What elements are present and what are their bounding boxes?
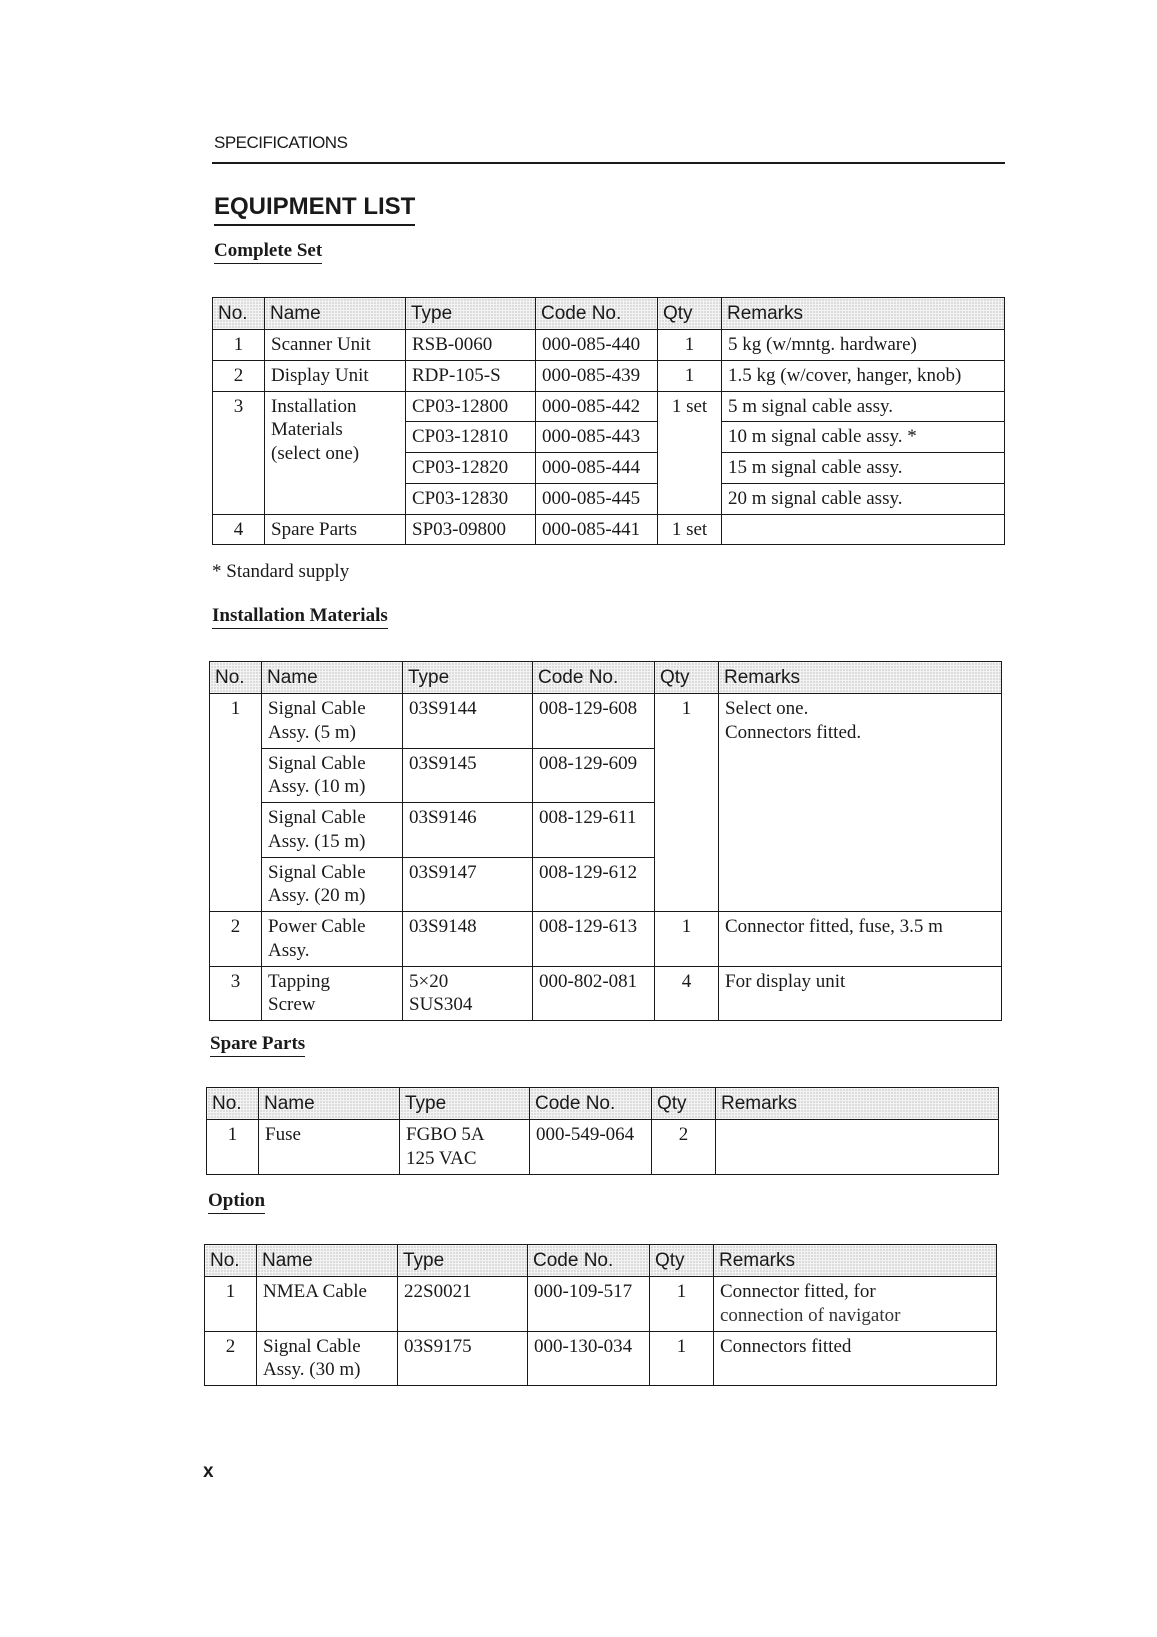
cell-name: Fuse [259, 1120, 400, 1175]
col-header-remarks: Remarks [722, 298, 1005, 330]
cell-code: 000-085-445 [536, 483, 658, 514]
cell-name [257, 1331, 398, 1386]
cell-type: RSB-0060 [406, 330, 536, 361]
cell-no: 1 [205, 1277, 257, 1332]
table-row [213, 391, 1005, 422]
name-line: Signal Cable [268, 698, 366, 719]
table-row [205, 1331, 997, 1386]
remarks-line: connection of navigator [720, 1304, 901, 1326]
col-header-no: No. [205, 1245, 257, 1277]
name-line: Signal Cable [263, 1335, 361, 1357]
cell-code: 000-085-439 [536, 360, 658, 391]
cell-type: 22S0021 [398, 1277, 528, 1332]
cell-type [403, 966, 533, 1021]
cell-remarks: For display unit [719, 966, 1002, 1021]
col-header-code: Code No. [533, 662, 655, 694]
cell-name [262, 857, 403, 912]
cell-remarks: 1.5 kg (w/cover, hanger, knob) [722, 360, 1005, 391]
cell-remarks [719, 694, 1002, 912]
cell-qty: 1 [658, 330, 722, 361]
cell-code: 000-085-440 [536, 330, 658, 361]
cell-remarks [722, 514, 1005, 545]
table-row [205, 1277, 997, 1332]
cell-qty: 1 set [658, 391, 722, 514]
name-line: Signal Cable [268, 752, 366, 774]
cell-no: 2 [210, 912, 262, 967]
type-line: SUS304 [409, 994, 473, 1016]
cell-remarks [714, 1277, 997, 1332]
cell-code: 000-085-441 [536, 514, 658, 545]
col-header-code: Code No. [536, 298, 658, 330]
cell-type: CP03-12830 [406, 483, 536, 514]
type-line: 125 VAC [406, 1147, 477, 1169]
name-line: Screw [268, 994, 316, 1016]
cell-name: NMEA Cable [257, 1277, 398, 1332]
cell-qty: 1 [655, 912, 719, 967]
cell-remarks: 5 kg (w/mntg. hardware) [722, 330, 1005, 361]
section-title-option: Option [208, 1190, 265, 1214]
cell-name [265, 391, 406, 514]
col-header-name: Name [257, 1245, 398, 1277]
col-header-no: No. [210, 662, 262, 694]
name-line: Assy. [268, 939, 310, 961]
cell-type: 03S9147 [403, 857, 533, 912]
name-line: Assy. (20 m) [268, 885, 366, 907]
cell-type: 03S9148 [403, 912, 533, 967]
name-line: Assy. (5 m) [268, 721, 356, 743]
cell-name [262, 803, 403, 858]
col-header-type: Type [398, 1245, 528, 1277]
cell-code: 008-129-609 [533, 748, 655, 803]
cell-type: SP03-09800 [406, 514, 536, 545]
cell-code: 008-129-612 [533, 857, 655, 912]
section-title-complete-set: Complete Set [214, 240, 322, 264]
cell-type: CP03-12800 [406, 391, 536, 422]
col-header-no: No. [213, 298, 265, 330]
cell-name [262, 748, 403, 803]
col-header-name: Name [265, 298, 406, 330]
section-title-spare-parts: Spare Parts [210, 1033, 305, 1057]
table-row [207, 1120, 999, 1175]
cell-type [400, 1120, 530, 1175]
page-number: x [203, 1461, 214, 1482]
col-header-qty: Qty [658, 298, 722, 330]
cell-qty: 1 [655, 694, 719, 912]
name-line: Assy. (30 m) [263, 1359, 361, 1381]
cell-qty: 1 set [658, 514, 722, 545]
cell-qty: 2 [652, 1120, 716, 1175]
cell-no: 2 [205, 1331, 257, 1386]
col-header-type: Type [403, 662, 533, 694]
footnote-standard-supply: * Standard supply [212, 561, 350, 582]
cell-qty: 4 [655, 966, 719, 1021]
header-rule [212, 162, 1005, 164]
cell-type: CP03-12810 [406, 422, 536, 453]
table-header-row [205, 1245, 997, 1277]
table-row [210, 912, 1002, 967]
name-line: Signal Cable [268, 861, 366, 883]
name-line: Materials [271, 419, 343, 441]
remarks-line: Connector fitted, for [720, 1281, 876, 1302]
cell-name: Spare Parts [265, 514, 406, 545]
cell-remarks: 5 m signal cable assy. [722, 391, 1005, 422]
table-header-row [210, 662, 1002, 694]
cell-qty: 1 [650, 1331, 714, 1386]
cell-no: 4 [213, 514, 265, 545]
col-header-name: Name [259, 1088, 400, 1120]
cell-no: 3 [213, 391, 265, 514]
col-header-qty: Qty [650, 1245, 714, 1277]
cell-name: Display Unit [265, 360, 406, 391]
name-line: Signal Cable [268, 807, 366, 828]
col-header-type: Type [406, 298, 536, 330]
cell-code: 000-085-444 [536, 453, 658, 484]
cell-code: 000-085-443 [536, 422, 658, 453]
cell-name [262, 694, 403, 749]
type-line: FGBO 5A [406, 1124, 485, 1145]
col-header-qty: Qty [655, 662, 719, 694]
type-line: 5×20 [409, 970, 449, 992]
cell-remarks: Connector fitted, fuse, 3.5 m [719, 912, 1002, 967]
col-header-remarks: Remarks [714, 1245, 997, 1277]
name-line: Assy. (15 m) [268, 830, 366, 852]
section-title-installation-materials: Installation Materials [212, 605, 388, 629]
cell-type: RDP-105-S [406, 360, 536, 391]
name-line: Assy. (10 m) [268, 776, 366, 798]
cell-type: 03S9145 [403, 748, 533, 803]
col-header-code: Code No. [530, 1088, 652, 1120]
table-row [213, 330, 1005, 361]
cell-remarks [716, 1120, 999, 1175]
cell-code: 000-549-064 [530, 1120, 652, 1175]
table-row [210, 966, 1002, 1021]
name-line: Power Cable [268, 916, 366, 937]
cell-no: 3 [210, 966, 262, 1021]
name-line: Tapping [268, 970, 330, 992]
option-table [204, 1244, 997, 1386]
page-title: EQUIPMENT LIST [214, 193, 415, 226]
cell-type: 03S9144 [403, 694, 533, 749]
col-header-type: Type [400, 1088, 530, 1120]
cell-no: 2 [213, 360, 265, 391]
cell-code: 008-129-611 [533, 803, 655, 858]
name-line: (select one) [271, 443, 360, 464]
table-header-row [213, 298, 1005, 330]
cell-code: 000-802-081 [533, 966, 655, 1021]
cell-name [262, 966, 403, 1021]
cell-name [262, 912, 403, 967]
table-header-row [207, 1088, 999, 1120]
cell-remarks: 10 m signal cable assy. * [722, 422, 1005, 453]
cell-name: Scanner Unit [265, 330, 406, 361]
col-header-no: No. [207, 1088, 259, 1120]
cell-type: 03S9146 [403, 803, 533, 858]
cell-code: 000-085-442 [536, 391, 658, 422]
cell-no: 1 [207, 1120, 259, 1175]
col-header-name: Name [262, 662, 403, 694]
cell-remarks: 20 m signal cable assy. [722, 483, 1005, 514]
col-header-code: Code No. [528, 1245, 650, 1277]
cell-code: 000-109-517 [528, 1277, 650, 1332]
cell-code: 008-129-608 [533, 694, 655, 749]
remarks-line: Connectors fitted. [725, 721, 862, 743]
remarks-line: Select one. [725, 698, 809, 719]
cell-type: CP03-12820 [406, 453, 536, 484]
complete-set-table [212, 297, 1005, 545]
running-header: SPECIFICATIONS [214, 133, 348, 152]
col-header-remarks: Remarks [716, 1088, 999, 1120]
table-row [210, 694, 1002, 749]
cell-no: 1 [210, 694, 262, 912]
cell-qty: 1 [658, 360, 722, 391]
cell-remarks: 15 m signal cable assy. [722, 453, 1005, 484]
col-header-remarks: Remarks [719, 662, 1002, 694]
table-row [213, 360, 1005, 391]
cell-type: 03S9175 [398, 1331, 528, 1386]
cell-code: 000-130-034 [528, 1331, 650, 1386]
spare-parts-table [206, 1087, 999, 1175]
cell-remarks: Connectors fitted [714, 1331, 997, 1386]
table-row [213, 514, 1005, 545]
installation-materials-table [209, 661, 1002, 1021]
col-header-qty: Qty [652, 1088, 716, 1120]
cell-code: 008-129-613 [533, 912, 655, 967]
name-line: Installation [271, 395, 357, 417]
cell-qty: 1 [650, 1277, 714, 1332]
cell-no: 1 [213, 330, 265, 361]
